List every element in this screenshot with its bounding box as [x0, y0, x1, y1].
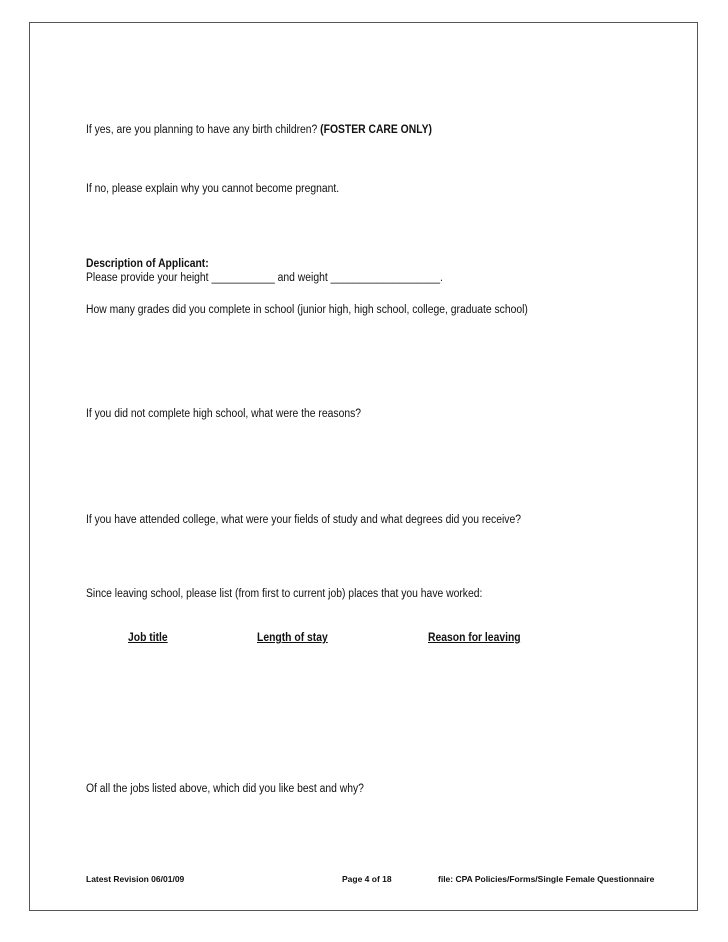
weight-blank[interactable]: ___________________	[330, 272, 440, 284]
height-label: Please provide your height	[86, 272, 209, 284]
question-jobs: Since leaving school, please list (from first to current job) places that you have worked:	[86, 588, 483, 600]
weight-label: and weight	[277, 272, 328, 284]
footer-page-number: Page 4 of 18	[342, 874, 392, 884]
job-title-header: Job title	[128, 632, 168, 644]
page-border	[29, 22, 698, 911]
length-of-stay-header: Length of stay	[257, 632, 328, 644]
foster-care-note: (FOSTER CARE ONLY)	[320, 124, 432, 136]
question-birth-children	[86, 123, 432, 137]
reason-for-leaving-header: Reason for leaving	[428, 632, 521, 644]
question-high-school: If you did not complete high school, what were the reasons?	[86, 408, 362, 420]
question-best-job: Of all the jobs listed above, which did you like best and why?	[86, 783, 364, 795]
question-not-pregnant: If no, please explain why you cannot become pregnant.	[86, 183, 340, 195]
height-blank[interactable]: ___________	[211, 272, 275, 284]
footer-file-path: file: CPA Policies/Forms/Single Female Questionnaire	[438, 874, 655, 884]
question-grades: How many grades did you complete in school (junior high, high school, college, graduate school)	[86, 304, 528, 316]
description-heading: Description of Applicant:	[86, 258, 209, 270]
question-college: If you have attended college, what were your fields of study and what degrees did you receive?	[86, 514, 521, 526]
footer-revision: Latest Revision 06/01/09	[86, 874, 185, 884]
question-text: If yes, are you planning to have any birth children?	[86, 124, 318, 136]
weight-period: .	[439, 272, 443, 284]
height-weight-line	[86, 271, 443, 285]
